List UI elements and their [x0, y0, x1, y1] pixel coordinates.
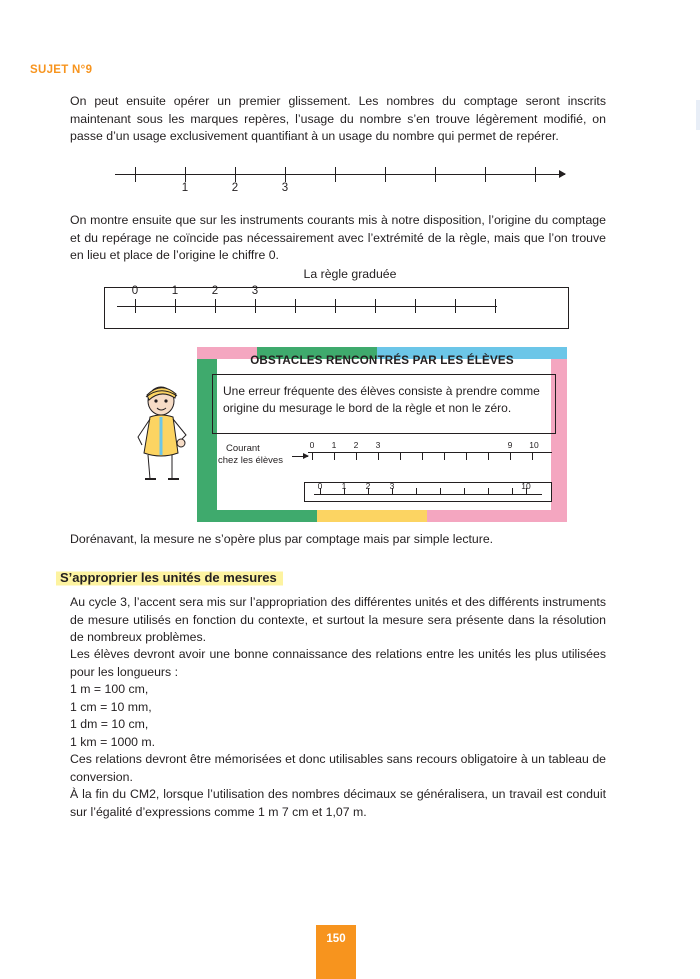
tick-mark	[378, 452, 379, 460]
mini-ruler-label: 0	[309, 440, 315, 450]
list-item: 1 m = 100 cm,	[70, 682, 149, 696]
ruler-label: 1	[171, 285, 179, 297]
tick-label: 2	[231, 182, 239, 194]
tick-mark	[356, 452, 357, 460]
tick-mark	[485, 167, 486, 182]
tick-mark	[385, 167, 386, 182]
list-item: 1 km = 1000 m.	[70, 734, 156, 749]
tick-mark	[512, 488, 513, 495]
tick-mark	[312, 452, 313, 460]
tick-mark	[488, 452, 489, 460]
tick-mark	[416, 488, 417, 495]
number-line-diagram-1	[115, 160, 565, 200]
tick-mark	[175, 299, 176, 313]
mini-ruler-label: 0	[317, 481, 323, 491]
subject-label: SUJET N°9	[30, 64, 93, 76]
list-item: 1 cm = 10 mm,	[70, 699, 152, 714]
panel-frame-yellow-bottom	[317, 510, 427, 522]
tick-mark	[464, 488, 465, 495]
tick-mark	[415, 299, 416, 313]
tick-mark	[422, 452, 423, 460]
tick-mark	[335, 167, 336, 182]
obstacles-title: OBSTACLES RENCONTRÉS PAR LES ÉLÈVES	[250, 354, 514, 367]
unit-relations-block	[70, 646, 606, 821]
section-heading: S’approprier les unités de mesures	[56, 568, 283, 587]
mini-ruler-label: 10	[529, 440, 539, 450]
graduated-ruler-diagram	[104, 287, 569, 329]
tick-mark	[285, 167, 286, 182]
tick-mark	[185, 167, 186, 182]
tick-mark	[435, 167, 436, 182]
tick-label: 3	[281, 182, 289, 194]
ruler-label: 2	[211, 285, 219, 297]
list-item: Les élèves devront avoir une bonne connaissance des relations entre les unités les plus utilisées pour les longueurs :	[70, 647, 606, 679]
tick-label: 1	[181, 182, 189, 194]
mini-ruler-label: 1	[331, 440, 337, 450]
tick-mark	[135, 167, 136, 182]
tick-mark	[532, 452, 533, 460]
tick-mark	[440, 488, 441, 495]
tick-mark	[295, 299, 296, 313]
tick-mark	[488, 488, 489, 495]
tick-mark	[535, 167, 536, 182]
list-item: Ces relations devront être mémorisées et donc utilisables sans recours obligatoire à un tableau de conversion.	[70, 752, 606, 784]
tick-mark	[495, 299, 496, 313]
tick-mark	[466, 452, 467, 460]
panel-frame-pink-bottom	[427, 510, 567, 522]
ruler-label: 0	[131, 285, 139, 297]
list-item: À la fin du CM2, lorsque l’utilisation des nombres décimaux se généralisera, un travail est conduit sur l’égalité d’expressions comme 1 m 7 cm et 1,07 m.	[70, 787, 606, 819]
tick-mark	[455, 299, 456, 313]
mini-ruler-label: 1	[341, 481, 347, 491]
tick-mark	[235, 167, 236, 182]
annotation-line-2: chez les élèves	[218, 455, 283, 466]
mini-ruler-bottom	[304, 481, 552, 506]
tick-mark	[135, 299, 136, 313]
mini-ruler-axis	[308, 452, 552, 453]
mini-ruler-label: 3	[375, 440, 381, 450]
mini-ruler-label: 3	[389, 481, 395, 491]
tick-mark	[334, 452, 335, 460]
mini-ruler-label: 9	[507, 440, 513, 450]
tick-mark	[400, 452, 401, 460]
tick-mark	[444, 452, 445, 460]
paragraph-1: On peut ensuite opérer un premier glissement. Les nombres du comptage seront inscrits maintenant sous les marques repères, l’usage du nombre s’en trouve légèrement modifié, on passe d’un usage exclusivement quantifiant à un usage du nombre qui permet de repérer.	[70, 94, 606, 143]
tick-mark	[215, 299, 216, 313]
mini-ruler-top	[308, 440, 552, 468]
mini-ruler-label: 10	[521, 481, 531, 491]
page-edge-marker	[696, 100, 700, 130]
panel-frame-green-bottom	[217, 510, 317, 522]
obstacles-body-box: Une erreur fréquente des élèves consiste à prendre comme origine du mesurage le bord de la règle et non le zéro.	[212, 374, 556, 434]
tick-mark	[255, 299, 256, 313]
mini-ruler-label: 2	[365, 481, 371, 491]
annotation-line-1: Courant	[226, 443, 260, 454]
mini-ruler-axis	[314, 494, 542, 495]
tick-mark	[510, 452, 511, 460]
ruler-axis	[117, 306, 497, 307]
ruler-caption: La règle graduée	[303, 267, 397, 281]
paragraph-2: On montre ensuite que sur les instruments courants mis à notre disposition, l’origine du comptage et du repérage ne coïncide pas nécessairement avec l’extrémité de la règle, mais que l’on trouve en lieu et place de l’origine le chiffre 0.	[70, 213, 606, 262]
paragraph-3: Dorénavant, la mesure ne s’opère plus par comptage mais par simple lecture.	[70, 532, 494, 546]
number-line-axis	[115, 174, 565, 175]
page-number: 150	[326, 933, 346, 945]
mini-ruler-label: 2	[353, 440, 359, 450]
annotation-arrow-icon	[292, 456, 308, 457]
tick-mark	[375, 299, 376, 313]
tick-mark	[335, 299, 336, 313]
number-line-arrow-icon	[559, 170, 566, 178]
list-item: 1 dm = 10 cm,	[70, 717, 149, 731]
ruler-label: 3	[251, 285, 259, 297]
paragraph-4: Au cycle 3, l’accent sera mis sur l’appropriation des différentes unités et des différents instruments de mesure utilisés en fonction du contexte, et surtout la mesure sera présente dans la résolution de nombreux problèmes.	[70, 595, 606, 644]
teacher-illustration-icon	[128, 375, 198, 485]
